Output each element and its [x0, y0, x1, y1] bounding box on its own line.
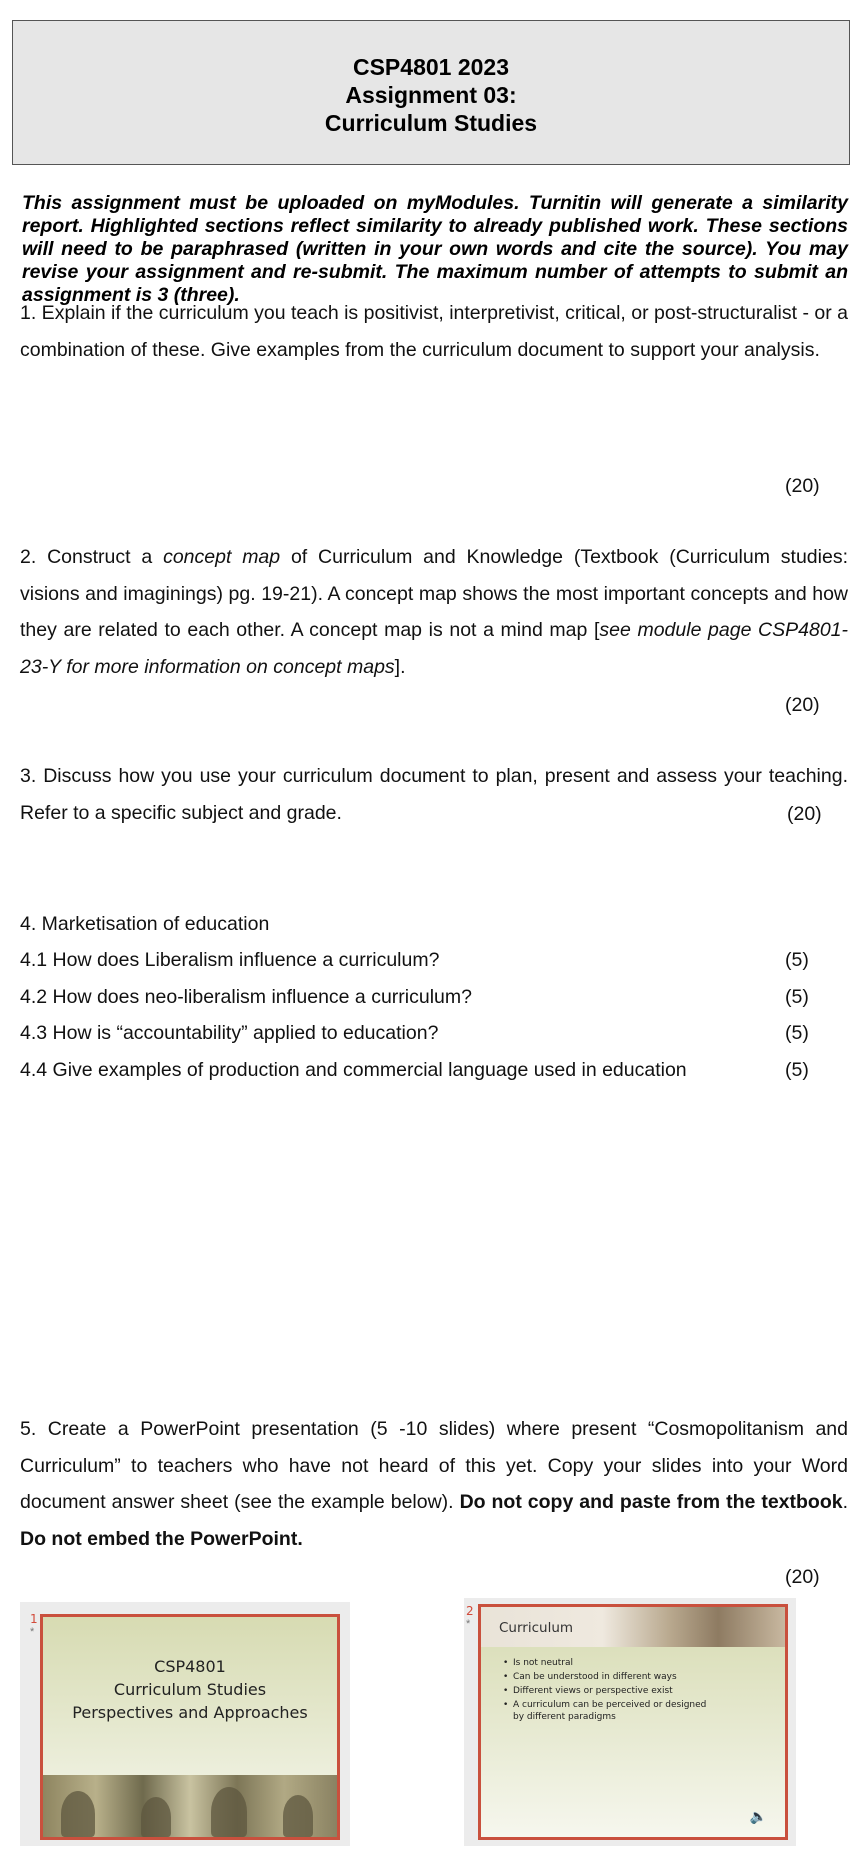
q5-bold-no-embed: Do not embed the PowerPoint. — [20, 1527, 303, 1550]
question-4-3-text: 4.3 How is “accountability” applied to education? — [20, 1022, 439, 1044]
question-4-1-mark: (5) — [785, 949, 809, 971]
assignment-title: Assignment 03: — [345, 82, 517, 108]
question-4-2-text: 4.2 How does neo-liberalism influence a curriculum? — [20, 986, 472, 1008]
module-title: Curriculum Studies — [324, 110, 538, 136]
question-5-mark: (20) — [785, 1566, 820, 1588]
question-4-heading: 4. Marketisation of education — [20, 913, 270, 935]
slide-2-bullet: • A curriculum can be perceived or designed by different paradigms — [503, 1699, 713, 1723]
q5-bold-no-copy: Do not copy and paste from the textbook — [459, 1491, 843, 1513]
q2-part3: ]. — [394, 655, 406, 678]
title-box — [12, 20, 850, 165]
slide-1-title-line-2: Curriculum Studies — [113, 1680, 267, 1699]
slide-2-title: Curriculum — [499, 1620, 574, 1636]
q2-italic-concept-map: concept map — [163, 546, 281, 568]
slide-1-title-line-3: Perspectives and Approaches — [72, 1703, 308, 1722]
photo-person-figure — [61, 1791, 95, 1837]
question-4-4-mark: (5) — [785, 1059, 809, 1081]
slide-2-bullet: • Is not neutral — [503, 1657, 713, 1669]
slide-thumbnail-2 — [464, 1598, 796, 1846]
question-3-text: 3. Discuss how you use your curriculum document to plan, present and assess your teaching. Refer to a specific subject and grade. — [20, 765, 848, 824]
submission-instructions: This assignment must be uploaded on myModules. Turnitin will generate a similarity report. Highlighted sections reflect similarity to already published work. These sections will need to be paraphrased (written in your own words and cite the source). You may revise your assignment and re-submit. The maximum number of attempts to submit an assignment is 3 (three). — [22, 192, 848, 306]
slide-1-canvas — [40, 1614, 340, 1840]
question-1-mark: (20) — [785, 475, 820, 497]
question-4-1-text: 4.1 How does Liberalism influence a curriculum? — [20, 949, 440, 971]
slide-2-number: 2 — [466, 1604, 474, 1618]
q2-part1: 2. Construct a — [20, 546, 164, 568]
slide-1-title-line-1: CSP4801 — [154, 1657, 226, 1676]
question-1-text: 1. Explain if the curriculum you teach is positivist, interpretivist, critical, or post-structuralist - or a combination of these. Give examples from the curriculum document to support your analysis. — [20, 302, 848, 361]
q2-part2: of Curriculum and Knowledge (Textbook (Curriculum studies: visions and imaginings) pg. 19-21). A concept map shows the most important concepts and how they are related to each other. A concept map is not a mind map [ — [20, 546, 848, 641]
slide-2-canvas — [478, 1604, 788, 1840]
q5-part1: 5. Create a PowerPoint presentation (5 -10 slides) where present “Cosmopolitanism and Curriculum” to teachers who have not heard of this yet. Copy your slides into your Word document answer sheet (see the example below). — [20, 1418, 848, 1513]
slide-thumbnail-1 — [20, 1602, 350, 1846]
slide-1-title — [43, 1655, 337, 1724]
question-3-mark: (20) — [787, 803, 822, 825]
slide-1-number: 1 — [30, 1612, 38, 1626]
question-2-mark: (20) — [785, 694, 820, 716]
photo-person-figure — [283, 1795, 313, 1837]
q2-italic-module-page: see module page CSP4801-23-Y for more information on concept maps — [20, 619, 849, 678]
slide-2-bullet: • Can be understood in different ways — [503, 1671, 713, 1683]
slide-2-bullet-list — [503, 1657, 713, 1725]
slide-1-star: * — [30, 1626, 35, 1638]
question-4-4-text: 4.4 Give examples of production and commercial language used in education — [20, 1059, 687, 1081]
photo-person-figure — [141, 1797, 171, 1837]
photo-person-figure — [211, 1787, 247, 1837]
question-5-text — [20, 1411, 848, 1557]
slide-1-photo-strip — [43, 1775, 337, 1837]
question-4-2-mark: (5) — [785, 986, 809, 1008]
question-2-text — [20, 539, 848, 685]
q5-part2: . — [842, 1491, 848, 1513]
slide-2-bullet: • Different views or perspective exist — [503, 1685, 713, 1697]
question-4-3-mark: (5) — [785, 1022, 809, 1044]
course-code-title: CSP4801 2023 — [352, 54, 509, 80]
slide-2-star: * — [466, 1618, 471, 1630]
speaker-audio-icon: 🔈 — [749, 1808, 767, 1824]
